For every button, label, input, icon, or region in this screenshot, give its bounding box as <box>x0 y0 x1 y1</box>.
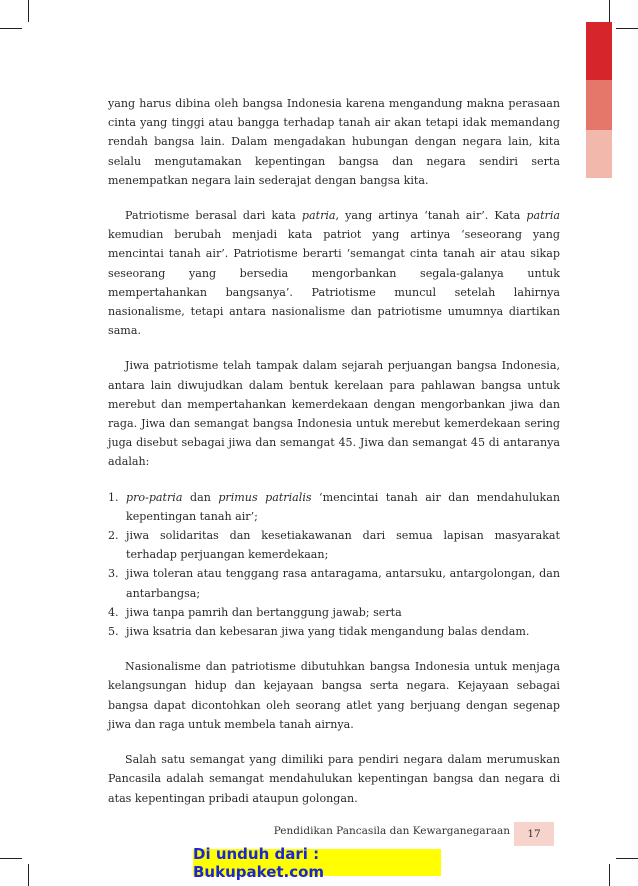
list-item-text: ‘mencintai tanah air dan mendahulukan kepentingan tanah air’; <box>126 490 561 523</box>
page-body <box>108 94 560 824</box>
list-number: 5. <box>108 625 119 639</box>
list-number: 1. <box>108 490 119 504</box>
list-item-text: jiwa tanpa pamrih dan bertanggung jawab; serta <box>126 605 402 619</box>
crop-mark-bottom-left-v <box>28 864 29 886</box>
footer-book-title: Pendidikan Pancasila dan Kewarganegaraan <box>273 825 510 837</box>
crop-mark-top-left-v <box>28 0 29 22</box>
list-item <box>108 488 560 526</box>
paragraph-5: Salah satu semangat yang dimiliki para pendiri negara dalam merumuskan Pancasila adalah semangat mendahulukan kepentingan bangsa dan negara di atas kepentingan pribadi ataupun golongan. <box>108 753 560 805</box>
paragraph-2 <box>108 206 560 340</box>
crop-mark-top-right-v <box>609 0 610 22</box>
list-number: 4. <box>108 605 119 619</box>
decorative-tab-red <box>586 22 612 80</box>
download-source-text: Di unduh dari : Bukupaket.com <box>193 844 325 881</box>
page-number <box>514 822 554 846</box>
list-item <box>108 603 560 622</box>
decorative-tab-pink <box>586 130 612 178</box>
list-number: 2. <box>108 529 119 543</box>
page-number-text: 17 <box>527 828 541 840</box>
crop-mark-bottom-right-v <box>609 864 610 886</box>
paragraph-2-part-2: , yang artinya ‘tanah air’. Kata <box>335 209 527 223</box>
spirit-45-list <box>108 488 560 642</box>
term-patria-1: patria <box>301 209 336 223</box>
crop-mark-bottom-right-h <box>616 858 638 859</box>
paragraph-3: Jiwa patriotisme telah tampak dalam sejarah perjuangan bangsa Indonesia, antara lain diwujudkan dalam bentuk kerelaan para pahlawan bangsa untuk merebut dan mempertahankan kemerdekaan dengan mengorbankan jiwa dan raga. Jiwa dan semangat bangsa Indonesia untuk merebut kemerdekaan sering juga disebut sebagai jiwa dan semangat 45. Jiwa dan semangat 45 di antaranya adalah: <box>108 359 560 469</box>
decorative-tab-salmon <box>586 80 612 130</box>
paragraph-2-part-3: kemudian berubah menjadi kata patriot yang artinya ‘seseorang yang mencintai tanah air’. Patriotisme berarti ‘semangat cinta tanah air atau sikap seseorang yang bersedia mengorbankan segala-galanya untuk mempertahankan bangsanya’. Patriotisme muncul setelah lahirnya nasionalisme, tetapi antara nasionalisme dan patriotisme umumnya diartikan sama. <box>108 228 560 338</box>
list-item-text: jiwa toleran atau tenggang rasa antaragama, antarsuku, antargolongan, dan antarbangsa; <box>126 567 560 600</box>
list-item-text: jiwa ksatria dan kebesaran jiwa yang tidak mengandung balas dendam. <box>126 625 530 639</box>
download-source-banner <box>193 844 441 881</box>
term-patria-2: patria <box>526 209 560 223</box>
term-pro-patria: pro-patria <box>126 490 183 504</box>
list-item <box>108 622 560 641</box>
paragraph-2-part-1: Patriotisme berasal dari kata <box>125 209 302 223</box>
list-item <box>108 526 560 564</box>
crop-mark-top-left-h <box>0 28 22 29</box>
crop-mark-bottom-left-h <box>0 858 22 859</box>
crop-mark-top-right-h <box>616 28 638 29</box>
term-primus-patrialis: primus patrialis <box>218 490 312 504</box>
paragraph-4: Nasionalisme dan patriotisme dibutuhkan bangsa Indonesia untuk menjaga kelangsungan hidup dan kejayaan bangsa serta negara. Kejayaan sebagai bangsa dapat dicontohkan oleh seorang atlet yang berjuang dengan segenap jiwa dan raga untuk membela tanah airnya. <box>108 660 560 731</box>
list-item-text: jiwa solidaritas dan kesetiakawanan dari semua lapisan masyarakat terhadap perjuangan kemerdekaan; <box>126 529 560 562</box>
list-item <box>108 564 560 602</box>
paragraph-1: yang harus dibina oleh bangsa Indonesia karena mengandung makna perasaan cinta yang tinggi atau bangga terhadap tanah air akan tetapi idak memandang rendah bangsa lain. Dalam mengadakan hubungan dengan negara lain, kita selalu mengutamakan kepentingan bangsa dan negara sendiri serta menempatkan negara lain sederajat dengan bangsa kita. <box>108 97 560 187</box>
list-item-connector: dan <box>182 490 219 504</box>
list-number: 3. <box>108 567 119 581</box>
